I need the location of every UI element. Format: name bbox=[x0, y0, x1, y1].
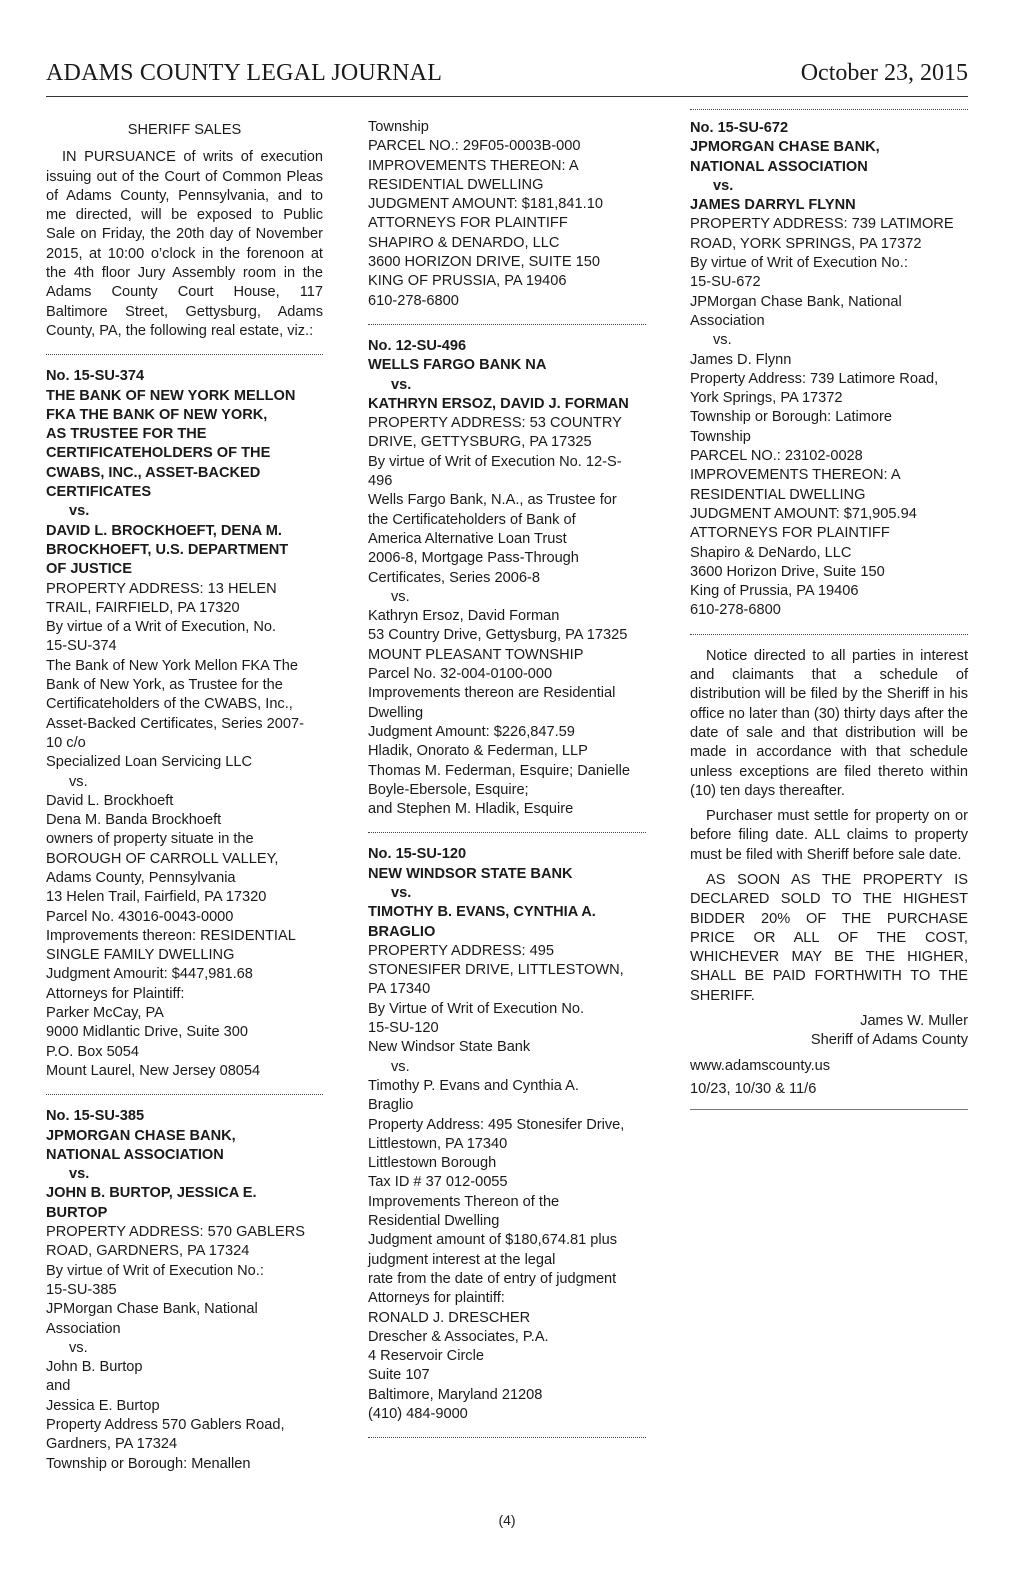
case-number: No. 15-SU-120 bbox=[368, 846, 467, 863]
issue-date: October 23, 2015 bbox=[800, 60, 968, 86]
listing-line: 53 Country Drive, Gettysburg, PA 17325 bbox=[368, 627, 628, 644]
listing-line: Specialized Loan Servicing LLC bbox=[46, 754, 253, 771]
listing-line: CWABS, INC., ASSET-BACKED bbox=[46, 464, 261, 481]
listing-line: Improvements thereon: RESIDENTIAL bbox=[46, 927, 296, 944]
column-2 bbox=[368, 118, 646, 1450]
listing-line: PROPERTY ADDRESS: 739 LATIMORE bbox=[690, 216, 954, 233]
listing-line: PROPERTY ADDRESS: 53 COUNTRY bbox=[368, 415, 622, 432]
listing-line: America Alternative Loan Trust bbox=[368, 530, 567, 547]
listing-line: OF JUSTICE bbox=[46, 561, 132, 578]
listing-line: Township or Borough: Latimore bbox=[690, 409, 892, 426]
listing-line: Boyle-Ebersole, Esquire; bbox=[368, 781, 529, 798]
listing-line: Township bbox=[690, 428, 751, 445]
listing-line: MOUNT PLEASANT TOWNSHIP bbox=[368, 646, 584, 663]
listing-line: NATIONAL ASSOCIATION bbox=[690, 158, 868, 175]
distribution-notice: Notice directed to all parties in interest and claimants that a schedule of distribution will be filed by the Sheriff in his office no later than (30) thirty days after the date of sale and that distribution will be made in accordance with that schedule unless exceptions are filed thereto within (10) ten days thereafter. bbox=[690, 647, 968, 799]
versus-label: vs. bbox=[69, 773, 88, 790]
listing-line: 10 c/o bbox=[46, 734, 86, 751]
listing-line: 3600 HORIZON DRIVE, SUITE 150 bbox=[368, 254, 600, 271]
listing-line: Parcel No. 43016-0043-0000 bbox=[46, 908, 234, 925]
listing-line: Mount Laurel, New Jersey 08054 bbox=[46, 1062, 261, 1079]
listing-line: Jessica E. Burtop bbox=[46, 1397, 160, 1414]
listing-line: rate from the date of entry of judgment bbox=[368, 1270, 617, 1287]
listing-line: SHAPIRO & DENARDO, LLC bbox=[368, 234, 560, 251]
listing-line: Property Address: 495 Stonesifer Drive, bbox=[368, 1116, 625, 1133]
publication-dates: 10/23, 10/30 & 11/6 bbox=[690, 1080, 817, 1097]
listing-line: Certificates, Series 2006-8 bbox=[368, 569, 540, 586]
listing-line: Association bbox=[690, 312, 765, 329]
listing-line: Dena M. Banda Brockhoeft bbox=[46, 812, 222, 829]
listing-line: THE BANK OF NEW YORK MELLON bbox=[46, 387, 296, 404]
listing-line: FKA THE BANK OF NEW YORK, bbox=[46, 406, 268, 423]
listing-line: Judgment Amount: $226,847.59 bbox=[368, 723, 575, 740]
listing-line: CERTIFICATEHOLDERS OF THE bbox=[46, 445, 271, 462]
listing-line: JPMorgan Chase Bank, National bbox=[46, 1301, 258, 1318]
listing-line: Kathryn Ersoz, David Forman bbox=[368, 608, 560, 625]
sale-listing-15-su-120 bbox=[368, 845, 646, 1424]
listing-line: 4 Reservoir Circle bbox=[368, 1348, 484, 1365]
payment-notice: AS SOON AS THE PROPERTY IS DECLARED SOLD TO THE HIGHEST BIDDER 20% OF THE PURCHASE PRICE OR ALL OF THE COST, WHICHEVER MAY BE THE HIGHER, SHALL BE PAID FORTHWITH TO THE SHERIFF. bbox=[690, 871, 968, 1004]
versus-label: vs. bbox=[69, 1166, 90, 1183]
listing-line: Judgment amount of $180,674.81 plus bbox=[368, 1232, 618, 1249]
listing-line: PROPERTY ADDRESS: 570 GABLERS bbox=[46, 1224, 306, 1241]
listing-line: BOROUGH OF CARROLL VALLEY, bbox=[46, 850, 279, 867]
listing-line: Shapiro & DeNardo, LLC bbox=[690, 544, 852, 561]
listing-line: PARCEL NO.: 23102-0028 bbox=[690, 448, 863, 465]
listing-line: Property Address 570 Gablers Road, bbox=[46, 1417, 285, 1433]
listing-line: Dwelling bbox=[368, 704, 424, 721]
versus-label: vs. bbox=[713, 332, 732, 349]
versus-label: vs. bbox=[69, 1339, 88, 1356]
divider bbox=[46, 354, 323, 355]
listing-line: 2006-8, Mortgage Pass-Through bbox=[368, 550, 579, 567]
versus-label: vs. bbox=[391, 588, 410, 605]
listing-line: Gardners, PA 17324 bbox=[46, 1436, 178, 1453]
listing-line: By Virtue of Writ of Execution No. bbox=[368, 1000, 585, 1017]
listing-line: JUDGMENT AMOUNT: $181,841.10 bbox=[368, 196, 603, 213]
sale-listing-15-su-374 bbox=[46, 367, 323, 1081]
listing-line: 9000 Midlantic Drive, Suite 300 bbox=[46, 1024, 248, 1041]
listing-line: By virtue of Writ of Execution No.: bbox=[46, 1262, 264, 1279]
settlement-notice: Purchaser must settle for property on or before filing date. ALL claims to property must be filed with Sheriff before sale date. bbox=[690, 808, 968, 863]
divider bbox=[368, 1437, 646, 1438]
listing-line: Drescher & Associates, P.A. bbox=[368, 1328, 549, 1345]
listing-line: JAMES DARRYL FLYNN bbox=[690, 197, 856, 214]
listing-line: SINGLE FAMILY DWELLING bbox=[46, 947, 235, 964]
listing-line: JOHN B. BURTOP, JESSICA E. bbox=[46, 1185, 257, 1202]
listing-line: Association bbox=[46, 1320, 121, 1337]
listing-line: judgment interest at the legal bbox=[368, 1251, 556, 1268]
listing-line: James D. Flynn bbox=[690, 351, 792, 368]
listing-line: JPMorgan Chase Bank, National bbox=[690, 293, 902, 310]
case-number: No. 15-SU-672 bbox=[690, 120, 789, 136]
listing-line: CERTIFICATES bbox=[46, 484, 152, 501]
listing-line: WELLS FARGO BANK NA bbox=[368, 357, 547, 374]
sheriff-title: Sheriff of Adams County bbox=[810, 1032, 968, 1049]
listing-line: PROPERTY ADDRESS: 13 HELEN bbox=[46, 580, 277, 597]
column-1 bbox=[46, 118, 323, 1474]
listing-line: Wells Fargo Bank, N.A., as Trustee for bbox=[368, 492, 617, 509]
divider bbox=[368, 324, 646, 325]
listing-line: AS TRUSTEE FOR THE bbox=[46, 426, 207, 443]
listing-line: BRAGLIO bbox=[368, 923, 436, 940]
listing-line: DAVID L. BROCKHOEFT, DENA M. bbox=[46, 522, 282, 539]
listing-line: Township or Borough: Menallen bbox=[46, 1455, 251, 1472]
divider bbox=[46, 1094, 323, 1095]
listing-line: Residential Dwelling bbox=[368, 1213, 500, 1230]
listing-line: PROPERTY ADDRESS: 495 bbox=[368, 942, 555, 959]
listing-line: KING OF PRUSSIA, PA 19406 bbox=[368, 273, 567, 290]
listing-line: Thomas M. Federman, Esquire; Danielle bbox=[368, 762, 630, 779]
listing-line: P.O. Box 5054 bbox=[46, 1043, 140, 1060]
listing-line: JPMORGAN CHASE BANK, bbox=[690, 139, 880, 156]
listing-line: NATIONAL ASSOCIATION bbox=[46, 1146, 224, 1163]
listing-line: Tax ID # 37 012-0055 bbox=[368, 1174, 508, 1191]
listing-line: Braglio bbox=[368, 1097, 414, 1114]
listing-line: 15-SU-672 bbox=[690, 274, 761, 291]
listing-line: ROAD, YORK SPRINGS, PA 17372 bbox=[690, 235, 922, 252]
listing-line: Judgment Amourit: $447,981.68 bbox=[46, 966, 253, 983]
listing-line: Hladik, Onorato & Federman, LLP bbox=[368, 743, 588, 760]
listing-line: and bbox=[46, 1378, 71, 1395]
listing-line: PA 17340 bbox=[368, 981, 431, 998]
section-title: SHERIFF SALES bbox=[127, 122, 242, 138]
listing-line: Asset-Backed Certificates, Series 2007- bbox=[46, 715, 304, 732]
divider bbox=[690, 1109, 968, 1110]
listing-line: and Stephen M. Hladik, Esquire bbox=[368, 801, 574, 818]
listing-line: KATHRYN ERSOZ, DAVID J. FORMAN bbox=[368, 395, 629, 412]
listing-line: TRAIL, FAIRFIELD, PA 17320 bbox=[46, 599, 240, 616]
column-3 bbox=[690, 118, 968, 1110]
listing-line: JUDGMENT AMOUNT: $71,905.94 bbox=[690, 505, 917, 522]
listing-line: By virtue of a Writ of Execution, No. bbox=[46, 619, 277, 636]
versus-label: vs. bbox=[69, 503, 90, 520]
listing-line: 610-278-6800 bbox=[690, 602, 781, 619]
listing-line: DRIVE, GETTYSBURG, PA 17325 bbox=[368, 434, 592, 451]
listing-line: Bank of New York, as Trustee for the bbox=[46, 677, 283, 694]
listing-line: Attorneys for plaintiff: bbox=[368, 1290, 505, 1307]
listing-line: RESIDENTIAL DWELLING bbox=[690, 486, 866, 503]
listing-line: ROAD, GARDNERS, PA 17324 bbox=[46, 1243, 250, 1260]
listing-line: Improvements Thereon of the bbox=[368, 1193, 560, 1210]
listing-line: 3600 Horizon Drive, Suite 150 bbox=[690, 563, 885, 580]
listing-line: 496 bbox=[368, 473, 393, 490]
listing-line: Certificateholders of the CWABS, Inc., bbox=[46, 696, 293, 713]
listing-line: BROCKHOEFT, U.S. DEPARTMENT bbox=[46, 541, 289, 558]
versus-label: vs. bbox=[391, 1058, 410, 1075]
listing-line: Improvements thereon are Residential bbox=[368, 685, 616, 702]
listing-line: PARCEL NO.: 29F05-0003B-000 bbox=[368, 138, 581, 155]
listing-line: King of Prussia, PA 19406 bbox=[690, 583, 859, 600]
listing-line: Baltimore, Maryland 21208 bbox=[368, 1386, 543, 1403]
listing-line: Township bbox=[368, 119, 429, 135]
sale-listing-15-su-385 bbox=[46, 1107, 323, 1474]
listing-line: Property Address: 739 Latimore Road, bbox=[690, 370, 939, 387]
listing-line: ATTORNEYS FOR PLAINTIFF bbox=[690, 525, 890, 542]
listing-line: NEW WINDSOR STATE BANK bbox=[368, 865, 573, 882]
listing-line: ATTORNEYS FOR PLAINTIFF bbox=[368, 215, 568, 232]
listing-line: The Bank of New York Mellon FKA The bbox=[46, 657, 299, 674]
versus-label: vs. bbox=[713, 177, 734, 194]
listing-line: RESIDENTIAL DWELLING bbox=[368, 176, 544, 193]
case-number: No. 15-SU-385 bbox=[46, 1108, 145, 1125]
versus-label: vs. bbox=[391, 376, 412, 393]
divider bbox=[368, 832, 646, 833]
sale-listing-12-su-496 bbox=[368, 337, 646, 819]
listing-line: owners of property situate in the bbox=[46, 831, 254, 848]
listing-line: BURTOP bbox=[46, 1204, 108, 1221]
divider bbox=[690, 634, 968, 635]
listing-line: Timothy P. Evans and Cynthia A. bbox=[368, 1077, 579, 1094]
listing-line: Suite 107 bbox=[368, 1367, 430, 1384]
listing-line: 13 Helen Trail, Fairfield, PA 17320 bbox=[46, 889, 267, 906]
listing-line: Adams County, Pennsylvania bbox=[46, 869, 236, 886]
listing-line: IMPROVEMENTS THEREON: A bbox=[368, 157, 579, 174]
listing-line: 15-SU-385 bbox=[46, 1281, 117, 1298]
listing-line: Parker McCay, PA bbox=[46, 1005, 164, 1022]
listing-line: JPMORGAN CHASE BANK, bbox=[46, 1127, 236, 1144]
website-link[interactable]: www.adamscounty.us bbox=[690, 1057, 831, 1074]
page-header bbox=[46, 56, 968, 97]
listing-line: RONALD J. DRESCHER bbox=[368, 1309, 531, 1326]
sheriff-name: James W. Muller bbox=[860, 1013, 968, 1030]
case-number: No. 15-SU-374 bbox=[46, 368, 145, 385]
sale-listing-15-su-672 bbox=[690, 119, 968, 621]
listing-line: New Windsor State Bank bbox=[368, 1039, 531, 1056]
sale-listing-15-su-385-continued bbox=[368, 118, 646, 311]
listing-line: TIMOTHY B. EVANS, CYNTHIA A. bbox=[368, 904, 596, 921]
listing-line: 15-SU-120 bbox=[368, 1020, 439, 1037]
listing-line: STONESIFER DRIVE, LITTLESTOWN, bbox=[368, 962, 624, 979]
intro-paragraph: IN PURSUANCE of writs of execution issuing out of the Court of Common Pleas of Adams County, Pennsylvania, and to me directed, will be exposed to Public Sale on Friday, the 20th day of November 2015, at 10:00 o’clock in the forenoon at the 4th floor Jury Assembly room in the Adams County Court House, 117 Baltimore Street, Gettysburg, Adams County, PA, the following real estate, viz.: bbox=[46, 149, 323, 339]
journal-title: ADAMS COUNTY LEGAL JOURNAL bbox=[46, 60, 443, 86]
listing-line: Littlestown, PA 17340 bbox=[368, 1135, 508, 1152]
listing-line: John B. Burtop bbox=[46, 1359, 143, 1376]
listing-line: 15-SU-374 bbox=[46, 638, 117, 655]
divider bbox=[690, 109, 968, 110]
listing-line: 610-278-6800 bbox=[368, 292, 459, 309]
listing-line: (410) 484-9000 bbox=[368, 1406, 468, 1422]
listing-line: Attorneys for Plaintiff: bbox=[46, 985, 185, 1002]
page-number: (4) bbox=[498, 1512, 516, 1528]
listing-line: IMPROVEMENTS THEREON: A bbox=[690, 467, 901, 484]
listing-line: By virtue of Writ of Execution No. 12-S- bbox=[368, 453, 622, 470]
versus-label: vs. bbox=[391, 884, 412, 901]
listing-line: David L. Brockhoeft bbox=[46, 792, 174, 809]
listing-line: the Certificateholders of Bank of bbox=[368, 511, 576, 528]
listing-line: Littlestown Borough bbox=[368, 1155, 497, 1172]
case-number: No. 12-SU-496 bbox=[368, 337, 467, 354]
listing-line: York Springs, PA 17372 bbox=[690, 390, 843, 407]
listing-line: By virtue of Writ of Execution No.: bbox=[690, 255, 908, 272]
listing-line: Parcel No. 32-004-0100-000 bbox=[368, 666, 553, 683]
